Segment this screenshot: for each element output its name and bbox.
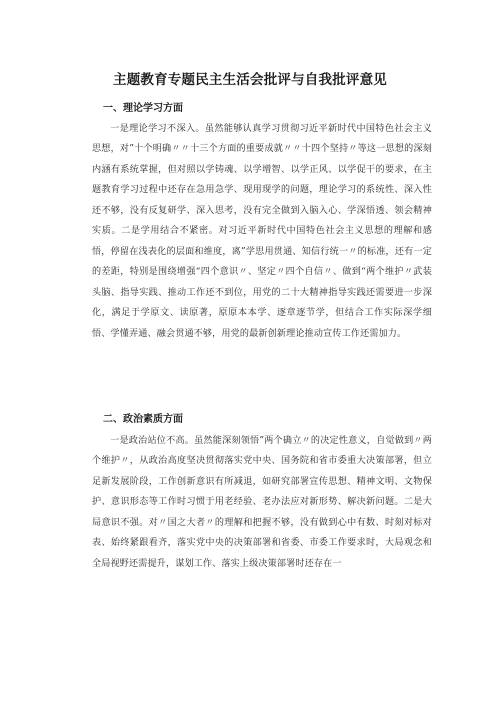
document-title: 主题教育专题民主生活会批评与自我批评意见 xyxy=(113,72,387,88)
section-heading-political-quality: 二、政治素质方面 xyxy=(103,414,183,425)
section-paragraph-theory-study: 一是理论学习不深入。虽然能够认真学习贯彻习近平新时代中国特色社会主义思想，对”十个明确〃〃十三个方面的重要成就〃〃十四个坚持〃等这一思想的深刻内涵有系统掌握，但对照以学铸魂、以学增智、以学正风、以学促干的要求，在主题教育学习过程中还存在急用急学、现用现学的问题，理论学习的系统性、深入性还不够，没有反复研学、深入思考，没有完全做到入脑入心、学深悟透、领会精神实质。二是学用结合不紧密。对习近平新时代中国特色社会主义思想的理解和感悟，停留在浅表化的层面和维度，离”学思用贯通、知信行统一〃的标准，还有一定的差距，特别是围绕增强“四个意识〃、坚定〃四个自信〃、做到“两个维护〃武装头脑、指导实践、推动工作还不到位，用党的二十大精神指导实践还需要进一步深化，满足于学原文、读原著，原原本本学、逐章逐节学，但结合工作实际深学细悟、学懂弄通、融会贯通不够，用党的最新创新理论推动宣传工作还需加力。 xyxy=(92,124,432,339)
section-heading-theory-study: 一、理论学习方面 xyxy=(103,103,183,114)
section-paragraph-political-quality: 一是政治站位不高。虽然能深刻领悟”两个确立〃的决定性意义，自觉做到〃两个维护〃，从政治高度坚决贯彻落实党中央、国务院和省市委重大决策部署，但立足新发展阶段，工作创新意识有所减退，如研究部署宣传思想、精神文明、文物保护、意识形态等工作时习惯于用老经验、老办法应对新形势、解决新问题。二是大局意识不强。对〃国之大者〃的理解和把握不够，没有做到心中有数、时刻对标对表、始终紧跟看齐，落实党中央的决策部署和省委、市委工作要求时，大局观念和全局视野还需提升，谋划工作、落实上级决策部署时还存在一 xyxy=(92,436,432,569)
